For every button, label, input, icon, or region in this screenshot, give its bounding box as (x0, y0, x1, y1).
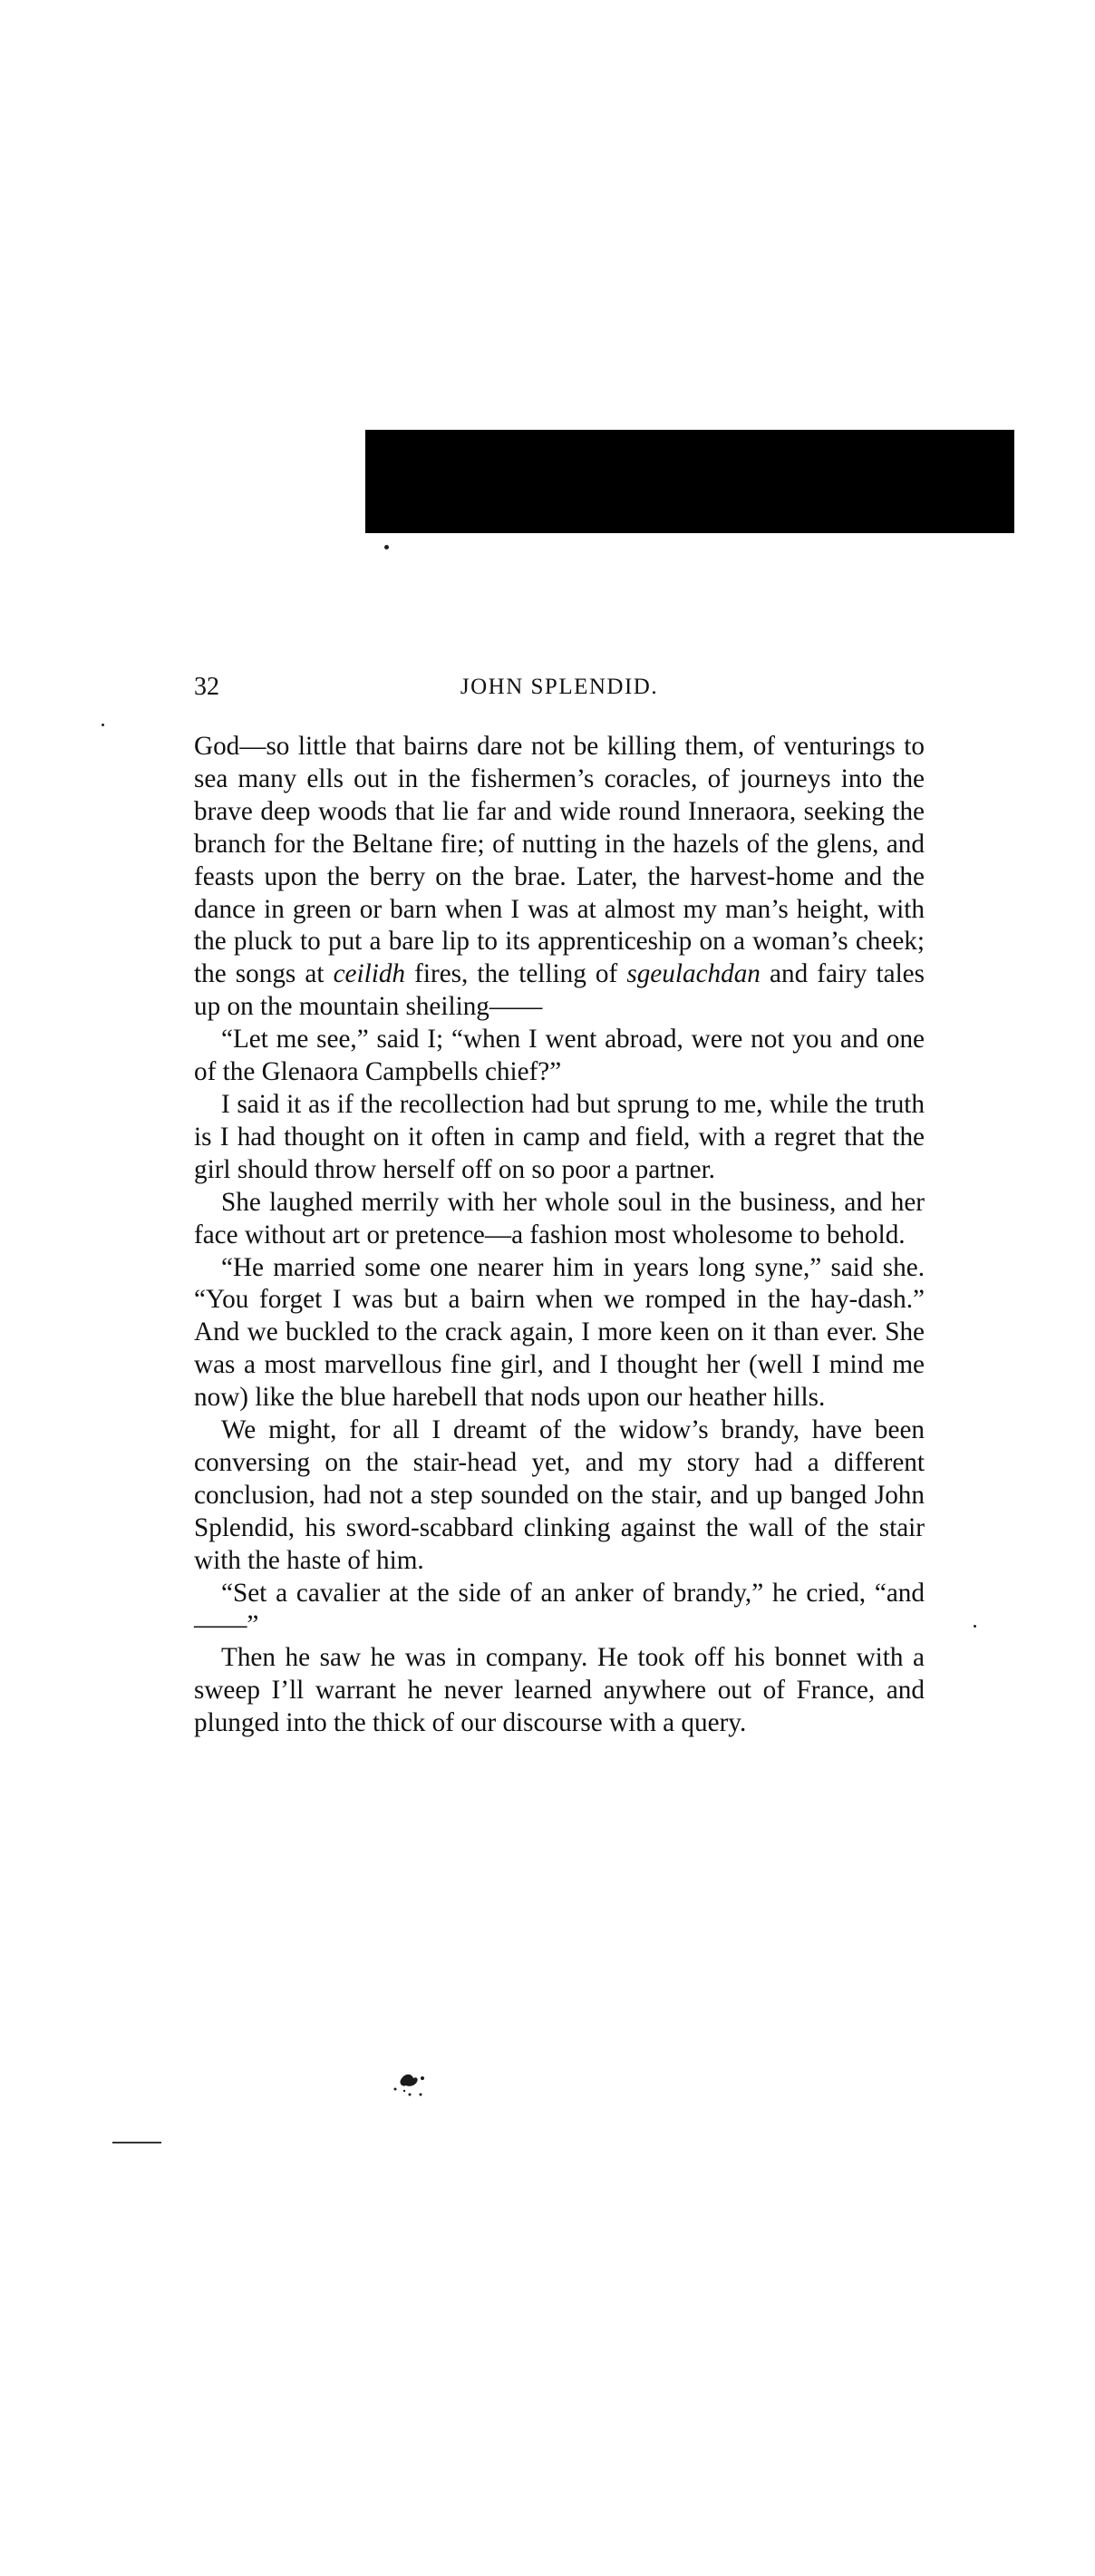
text-run: She laughed merrily with her whole soul in the business, and her face without art or pretence—a fashion most wholesome to behold. (194, 1187, 925, 1249)
text-run: Then he saw he was in company. He took off his bonnet with a sweep I’ll warrant he never learned anywhere out of France, and plunged into the thick of our discourse with a query. (194, 1643, 925, 1738)
ink-speck (974, 1625, 976, 1628)
body-text (194, 731, 925, 1740)
paragraph (194, 1024, 925, 1089)
text-run: God—so little that bairns dare not be killing them, of venturings to sea many ells out in the fishermen’s coracles, of journeys into the brave deep woods that lie far and wide round Inneraora, seeking the branch for the Beltane fire; of nutting in the hazels of the glens, and feasts upon the berry on the brae. Later, the harvest-home and the dance in green or barn when I was at almost my man’s height, with the pluck to put a bare lip to its apprenticeship on a woman’s cheek; the songs at (194, 732, 925, 989)
text-run: “He married some one nearer him in years long syne,” said she. “You forget I was but a bairn when we romped in the hay-dash.” And we buckled to the crack again, I more keen on it than ever. She was a most marvellous fine girl, and I thought her (well I mind me now) like the blue harebell that nods upon our heather hills. (194, 1252, 925, 1413)
ink-blot-ornament (388, 2067, 435, 2100)
ink-speck (102, 724, 104, 726)
paragraph (194, 1089, 925, 1187)
paragraph (194, 1252, 925, 1415)
gaelic-term-sgeulachdan: sgeulachdan (626, 959, 761, 989)
text-run: and fairy tales up on the mountain sheiling—— (194, 959, 925, 1022)
text-run: We might, for all I dreamt of the widow’s brandy, have been conversing on the stair-head yet, and my story had a different conclusion, had not a step sounded on the stair, and up banged John Splendid, his sword-scabbard clinking against the wall of the stair with the haste of him. (194, 1415, 925, 1575)
margin-rule (112, 2142, 161, 2143)
paragraph (194, 1578, 925, 1643)
ink-speck (384, 545, 389, 549)
paragraph (194, 1187, 925, 1252)
text-run: I said it as if the recollection had but sprung to me, while the truth is I had thought on it often in camp and field, with a regret that the girl should throw herself off on so poor a partner. (194, 1089, 925, 1184)
text-run: “Let me see,” said I; “when I went abroad, were not you and one of the Glenaora Campbells chief?” (194, 1025, 925, 1087)
gaelic-term-ceilidh: ceilidh (333, 959, 406, 989)
text-run: “Set a cavalier at the side of an anker of brandy,” he cried, “and——” (194, 1578, 925, 1640)
running-title: JOHN SPLENDID. (460, 675, 659, 699)
paragraph (194, 1414, 925, 1578)
paragraph (194, 1642, 925, 1740)
page-header (194, 669, 925, 705)
redaction-bar (365, 430, 1014, 533)
text-run: fires, the telling of (405, 959, 627, 989)
paragraph (194, 731, 925, 1024)
page-number: 32 (194, 673, 219, 701)
